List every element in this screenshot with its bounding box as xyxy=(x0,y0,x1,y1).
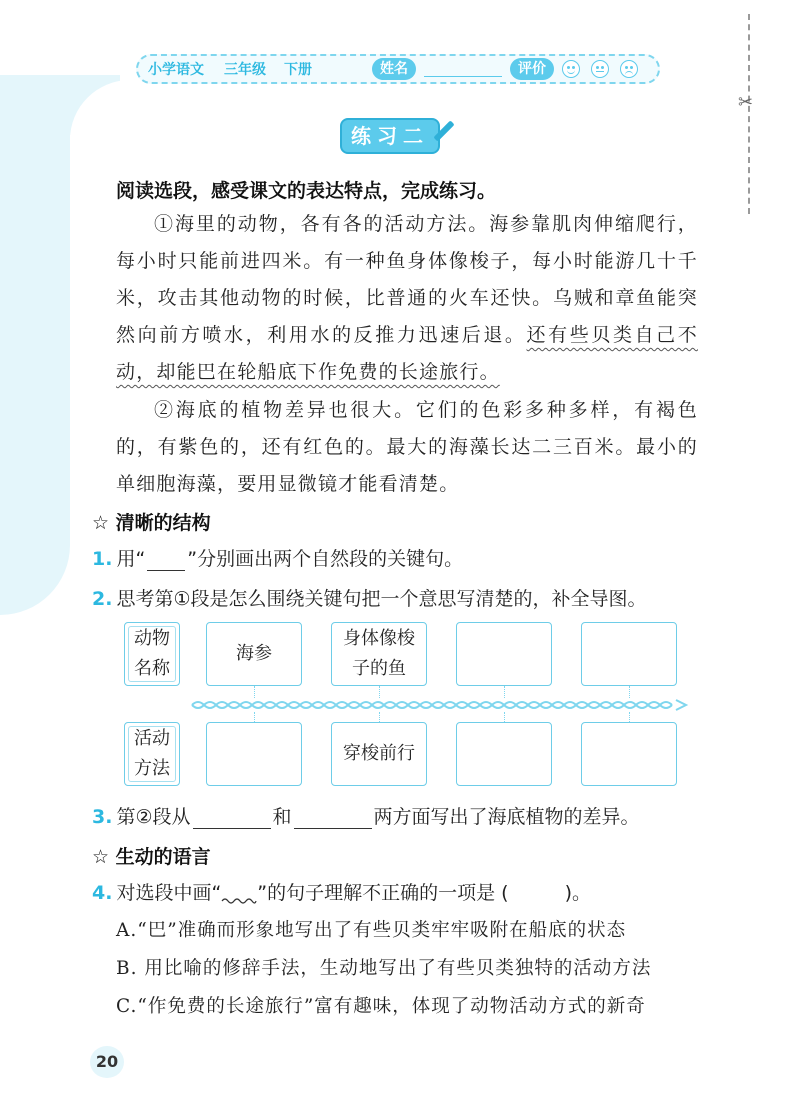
diagram-arrow-icon xyxy=(190,698,690,712)
diagram-cell-r1-3[interactable] xyxy=(456,622,552,686)
connector xyxy=(379,686,380,698)
sad-face-icon[interactable] xyxy=(620,60,638,78)
page-number: 20 xyxy=(90,1046,124,1078)
instruction: 阅读选段，感受课文的表达特点，完成练习。 xyxy=(116,180,497,202)
diagram-cell-r1-2: 身体像梭 子的鱼 xyxy=(331,622,427,686)
connector xyxy=(629,686,630,698)
answer-blank-1[interactable] xyxy=(193,828,271,829)
section-structure: ☆ 清晰的结构 xyxy=(92,512,211,534)
diagram-cell-r1-1: 海参 xyxy=(206,622,302,686)
diagram-cell-r2-2: 穿梭前行 xyxy=(331,722,427,786)
diagram-label-activity-method: 活动 方法 xyxy=(124,722,180,786)
question-2 xyxy=(92,584,647,611)
question-1-pre: 用“ xyxy=(116,548,146,570)
passage-paragraph-1 xyxy=(116,206,698,391)
option-a[interactable]: A.“巴”准确而形象地写出了有些贝类牢牢吸附在船底的状态 xyxy=(116,920,627,941)
diagram-label-animal-name: 动物 名称 xyxy=(124,622,180,686)
diagram-cell-r1-4[interactable] xyxy=(581,622,677,686)
line-sample xyxy=(147,570,185,571)
smile-face-icon[interactable] xyxy=(562,60,580,78)
answer-blank-2[interactable] xyxy=(294,828,372,829)
question-3-number: 3. xyxy=(92,806,113,828)
question-1-number: 1. xyxy=(92,548,113,570)
question-4: 4. 对选段中画“ ”的句子理解不正确的一项是 ( )。 xyxy=(92,882,592,904)
section-language: ☆ 生动的语言 xyxy=(92,846,211,868)
wavy-underlined-sentence: 还有些贝类自己不动，却能巴在轮船底下作免费的长途旅行。 xyxy=(116,324,698,383)
scissors-icon: ✂ xyxy=(738,92,754,113)
diagram-cell-r2-3[interactable] xyxy=(456,722,552,786)
option-b[interactable]: B. 用比喻的修辞手法，生动地写出了有些贝类独特的活动方法 xyxy=(116,958,652,979)
connector xyxy=(254,686,255,698)
connector xyxy=(504,686,505,698)
passage-p1-text: ①海里的动物，各有各的活动方法。海参靠肌肉伸缩爬行，每小时只能前进四米。有一种鱼身体像梭子，每小时能游几十千米，攻击其他动物的时候，比普通的火车还快。乌贼和章鱼能突然向前方喷水，利用水的反推力迅速后退。 xyxy=(116,213,698,346)
diagram-cell-r2-4[interactable] xyxy=(581,722,677,786)
eval-label: 评价 xyxy=(510,58,554,80)
wavy-line-icon xyxy=(221,895,257,905)
question-1-post: ”分别画出两个自然段的关键句。 xyxy=(187,548,464,570)
header-subject: 小学语文 xyxy=(148,62,204,78)
header-term: 下册 xyxy=(284,62,312,78)
question-4-number: 4. xyxy=(92,882,113,904)
background-band xyxy=(0,75,70,615)
option-c[interactable]: C.“作免费的长途旅行”富有趣味，体现了动物活动方式的新奇 xyxy=(116,996,646,1017)
passage-paragraph-2: ②海底的植物差异也很大。它们的色彩多种多样，有褐色的，有紫色的，还有红色的。最大的海藻长达二三百米。最小的单细胞海藻，要用显微镜才能看清楚。 xyxy=(116,399,698,495)
diagram-cell-r2-1[interactable] xyxy=(206,722,302,786)
name-label: 姓名 xyxy=(372,58,416,80)
exercise-title: 练习二 xyxy=(340,118,440,154)
question-3: 3. 第②段从 和 两方面写出了海底植物的差异。 xyxy=(92,806,640,828)
name-field[interactable] xyxy=(424,76,502,77)
question-2-number: 2. xyxy=(92,588,113,610)
question-1 xyxy=(92,544,463,571)
cut-line xyxy=(748,14,750,214)
header-grade: 三年级 xyxy=(224,62,266,78)
question-2-text: 思考第①段是怎么围绕关键句把一个意思写清楚的，补全导图。 xyxy=(116,588,647,610)
neutral-face-icon[interactable] xyxy=(591,60,609,78)
